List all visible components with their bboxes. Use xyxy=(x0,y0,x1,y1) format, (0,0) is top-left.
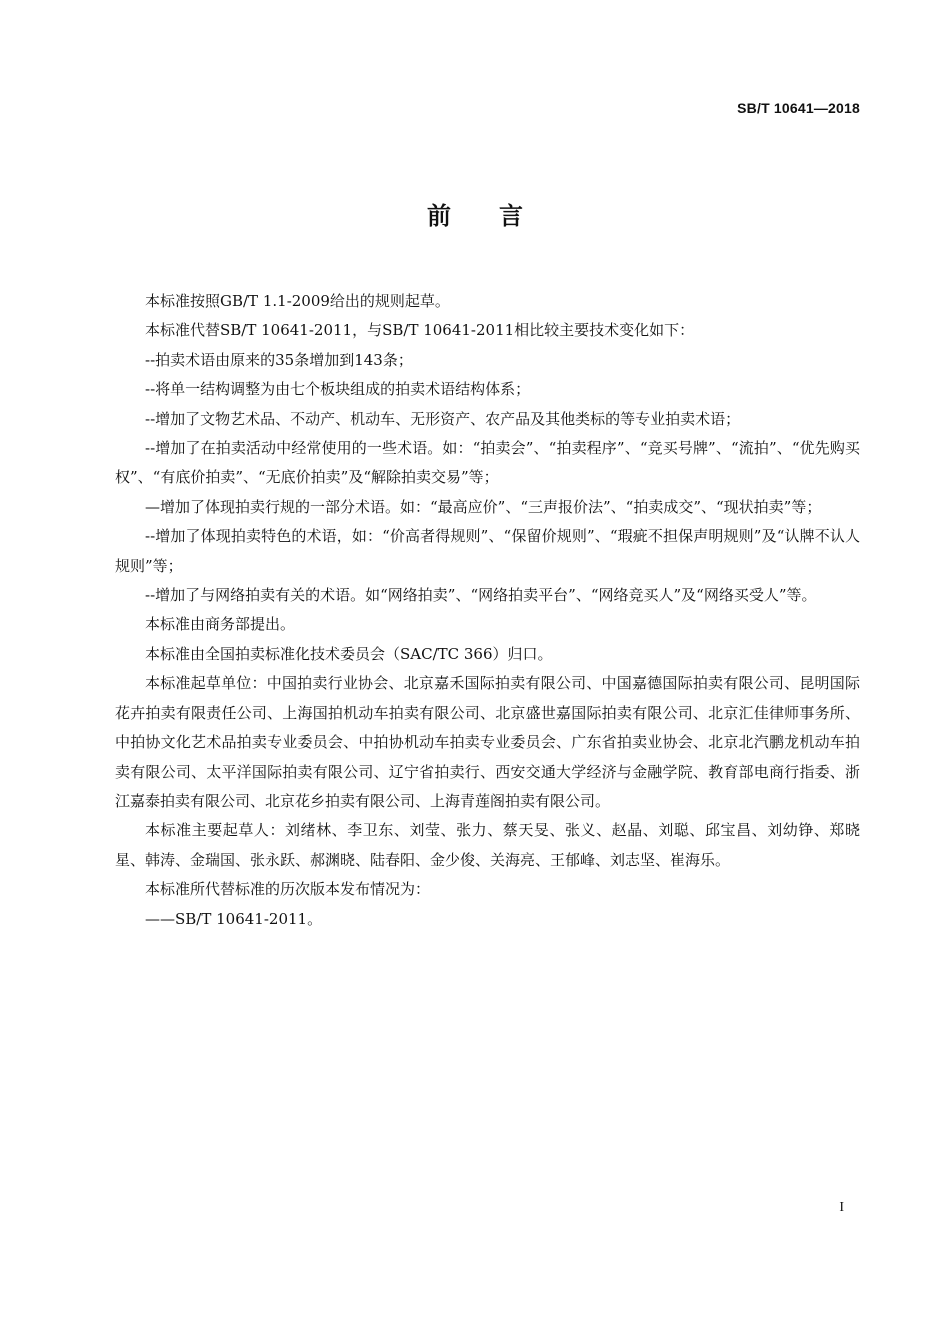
paragraph-change-2: --将单一结构调整为由七个板块组成的拍卖术语结构体系； xyxy=(145,380,531,399)
paragraph-history-intro: 本标准所代替标准的历次版本发布情况为： xyxy=(145,880,431,899)
foreword-body xyxy=(115,287,860,934)
paragraph-drafting-rules: 本标准按照GB/T 1.1-2009给出的规则起草。 xyxy=(145,292,450,310)
paragraph-change-6: --增加了体现拍卖特色的术语，如：“价高者得规则”、“保留价规则”、“瑕疵不担保声明规则”及“认牌不认人规则”等； xyxy=(115,527,860,575)
paragraph-change-1: --拍卖术语由原来的35条增加到143条； xyxy=(145,350,413,369)
page-title: 前言 xyxy=(427,202,571,230)
standard-code: SB/T 10641—2018 xyxy=(737,100,860,116)
paragraph-drafters: 本标准主要起草人：刘绪林、李卫东、刘莹、张力、蔡天旻、张义、赵晶、刘聪、邱宝昌、刘幼铮、郑晓星、韩涛、金瑞国、张永跃、郝渊晓、陆春阳、金少俊、关海亮、王郁峰、刘志坚、崔海乐。 xyxy=(115,821,860,869)
paragraph-change-5: —增加了体现拍卖行规的一部分术语。如：“最高应价”、“三声报价法”、“拍卖成交”、“现状拍卖”等； xyxy=(145,497,822,516)
paragraph-change-4: --增加了在拍卖活动中经常使用的一些术语。如：“拍卖会”、“拍卖程序”、“竞买号牌”、“流拍”、“优先购买权”、“有底价拍卖”、“无底价拍卖”及“解除拍卖交易”等； xyxy=(115,439,860,487)
paragraph-drafting-units: 本标准起草单位：中国拍卖行业协会、北京嘉禾国际拍卖有限公司、中国嘉德国际拍卖有限公司、昆明国际花卉拍卖有限责任公司、上海国拍机动车拍卖有限公司、北京盛世嘉国际拍卖有限公司、北京汇佳律师事务所、中拍协文化艺术品拍卖专业委员会、中拍协机动车拍卖专业委员会、广东省拍卖业协会、北京北汽鹏龙机动车拍卖有限公司、太平洋国际拍卖有限公司、辽宁省拍卖行、西安交通大学经济与金融学院、教育部电商行指委、浙江嘉泰拍卖有限公司、北京花乡拍卖有限公司、上海青莲阁拍卖有限公司。 xyxy=(115,674,860,810)
paragraph-replacement: 本标准代替SB/T 10641-2011，与SB/T 10641-2011相比较主要技术变化如下： xyxy=(145,321,695,340)
page-number: I xyxy=(839,1200,844,1215)
paragraph-proposer: 本标准由商务部提出。 xyxy=(145,615,296,634)
paragraph-committee: 本标准由全国拍卖标准化技术委员会（SAC/TC 366）归口。 xyxy=(145,644,553,663)
paragraph-change-3: --增加了文物艺术品、不动产、机动车、无形资产、农产品及其他类标的等专业拍卖术语； xyxy=(145,409,741,428)
paragraph-change-7: --增加了与网络拍卖有关的术语。如“网络拍卖”、“网络拍卖平台”、“网络竞买人”及“网络买受人”等。 xyxy=(145,586,817,605)
paragraph-history-version: ——SB/T 10641-2011。 xyxy=(145,909,323,928)
